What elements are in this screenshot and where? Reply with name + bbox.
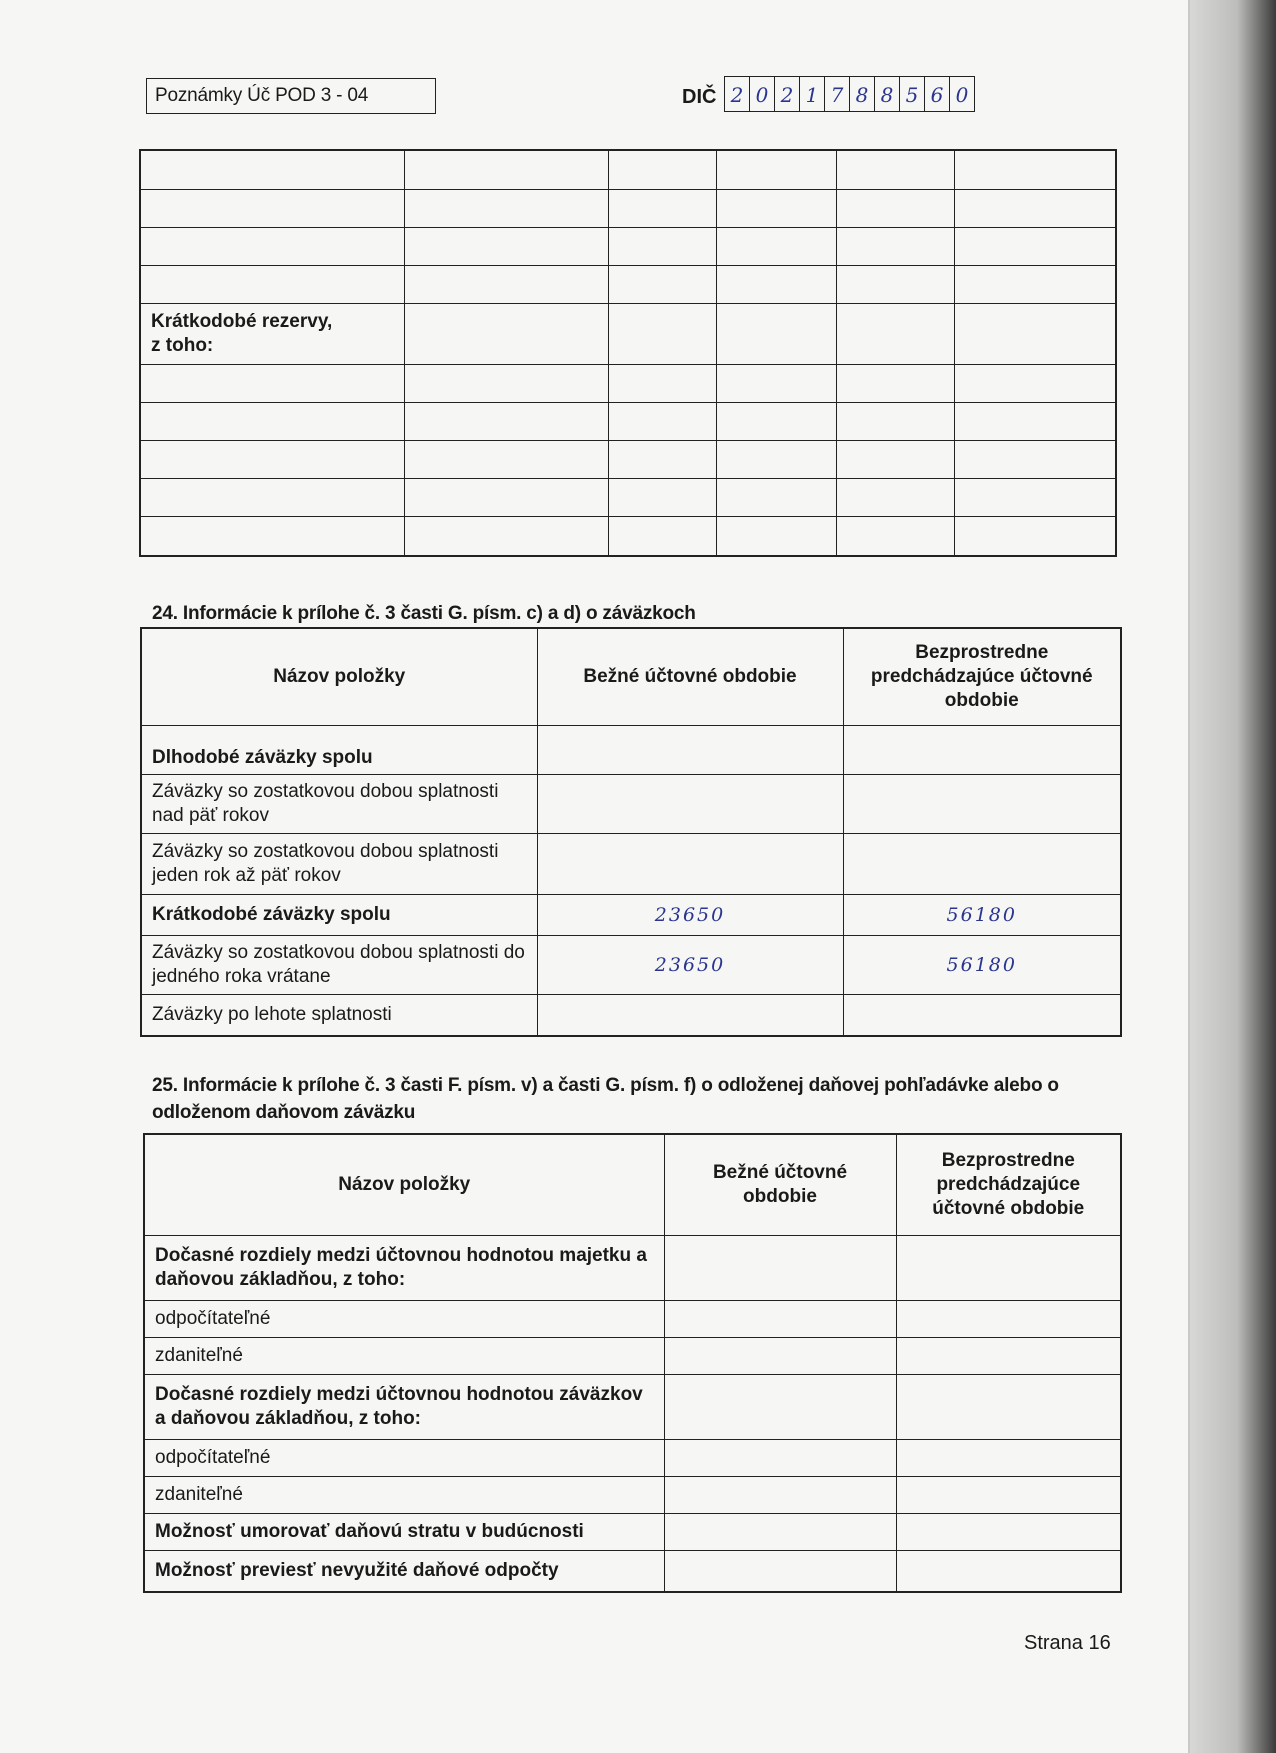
section-25-title: 25. Informácie k prílohe č. 3 časti F. písm. v) a časti G. písm. f) o odloženej daňovej pohľadávke alebo o odloženom daňovom záväzku <box>152 1075 1059 1123</box>
current-value-cell[interactable] <box>664 1301 896 1338</box>
table-row <box>140 150 1116 190</box>
previous-value-cell[interactable] <box>843 726 1121 775</box>
col-header-current-period: Bežné účtovné obdobie <box>537 628 843 726</box>
dic-digit: 8 <box>875 77 900 111</box>
row-label: Krátkodobé záväzky spolu <box>141 895 537 936</box>
table-row <box>144 1301 1121 1338</box>
col-header-item-name: Názov položky <box>144 1134 664 1236</box>
previous-value-cell[interactable] <box>843 995 1121 1037</box>
current-value-cell[interactable] <box>664 1477 896 1514</box>
table-row <box>140 517 1116 557</box>
current-value-cell[interactable] <box>664 1514 896 1551</box>
table-row <box>144 1236 1121 1301</box>
dic-digit: 5 <box>900 77 925 111</box>
table-row <box>141 995 1121 1037</box>
table-row <box>140 479 1116 517</box>
row-label: Dlhodobé záväzky spolu <box>141 726 537 775</box>
table-row <box>140 190 1116 228</box>
dic-digit: 6 <box>925 77 950 111</box>
dic-digit: 1 <box>800 77 825 111</box>
table-row <box>144 1514 1121 1551</box>
dic-digit: 2 <box>725 77 750 111</box>
col-header-current-period: Bežné účtovné obdobie <box>664 1134 896 1236</box>
table-row <box>144 1375 1121 1440</box>
col-header-previous-period: Bezprostredne predchádzajúce účtovné obdobie <box>843 628 1121 726</box>
previous-value-cell[interactable] <box>843 775 1121 834</box>
page-number: Strana 16 <box>1024 1632 1111 1654</box>
table-row <box>140 365 1116 403</box>
table-row <box>141 726 1121 775</box>
liabilities-table <box>140 627 1122 1037</box>
table-23-continuation <box>139 149 1117 557</box>
table-row <box>140 403 1116 441</box>
previous-value-cell[interactable] <box>896 1514 1121 1551</box>
row-label: zdaniteľné <box>144 1477 664 1514</box>
row-label: odpočítateľné <box>144 1301 664 1338</box>
dic-field[interactable] <box>724 76 975 112</box>
previous-value-cell[interactable] <box>896 1301 1121 1338</box>
dic-digit: 2 <box>775 77 800 111</box>
table-row <box>144 1440 1121 1477</box>
previous-value-cell[interactable] <box>896 1440 1121 1477</box>
dic-digit: 7 <box>825 77 850 111</box>
previous-value-cell[interactable]: 56180 <box>843 895 1121 936</box>
table-row <box>144 1477 1121 1514</box>
current-value-cell[interactable] <box>664 1338 896 1375</box>
dic-digit: 8 <box>850 77 875 111</box>
row-label: Možnosť umorovať daňovú stratu v budúcnosti <box>144 1514 664 1551</box>
current-value-cell[interactable]: 23650 <box>537 936 843 995</box>
current-value-cell[interactable] <box>664 1440 896 1477</box>
current-value-cell[interactable] <box>664 1375 896 1440</box>
table-row <box>144 1551 1121 1593</box>
current-value-cell[interactable] <box>537 775 843 834</box>
current-value-cell[interactable] <box>664 1551 896 1593</box>
col-header-item-name: Názov položky <box>141 628 537 726</box>
previous-value-cell[interactable]: 56180 <box>843 936 1121 995</box>
dic-label: DIČ <box>682 86 717 108</box>
previous-value-cell[interactable] <box>896 1338 1121 1375</box>
row-label: Záväzky so zostatkovou dobou splatnosti jeden rok až päť rokov <box>141 834 537 895</box>
table-row <box>141 775 1121 834</box>
row-label: Dočasné rozdiely medzi účtovnou hodnotou záväzkov a daňovou základňou, z toho: <box>144 1375 664 1440</box>
row-label: Záväzky so zostatkovou dobou splatnosti do jedného roka vrátane <box>141 936 537 995</box>
table-row <box>144 1338 1121 1375</box>
short-term-reserves-label: Krátkodobé rezervy, z toho: <box>140 304 404 365</box>
current-value-cell[interactable]: 23650 <box>537 895 843 936</box>
table-row <box>140 304 1116 365</box>
table-row <box>140 266 1116 304</box>
table-row <box>140 441 1116 479</box>
previous-value-cell[interactable] <box>896 1236 1121 1301</box>
table-header-row <box>144 1134 1121 1236</box>
table-row <box>140 228 1116 266</box>
table-header-row <box>141 628 1121 726</box>
previous-value-cell[interactable] <box>896 1551 1121 1593</box>
row-label: zdaniteľné <box>144 1338 664 1375</box>
previous-value-cell[interactable] <box>843 834 1121 895</box>
form-code-box: Poznámky Úč POD 3 - 04 <box>146 78 436 114</box>
row-label: Záväzky po lehote splatnosti <box>141 995 537 1037</box>
section-24-title: 24. Informácie k prílohe č. 3 časti G. písm. c) a d) o záväzkoch <box>152 603 696 624</box>
row-label: Dočasné rozdiely medzi účtovnou hodnotou majetku a daňovou základňou, z toho: <box>144 1236 664 1301</box>
dic-digit: 0 <box>750 77 775 111</box>
table-row <box>141 936 1121 995</box>
current-value-cell[interactable] <box>537 995 843 1037</box>
current-value-cell[interactable] <box>664 1236 896 1301</box>
deferred-tax-table <box>143 1133 1122 1593</box>
dic-digit: 0 <box>950 77 975 111</box>
row-label: Záväzky so zostatkovou dobou splatnosti nad päť rokov <box>141 775 537 834</box>
col-header-previous-period: Bezprostredne predchádzajúce účtovné obdobie <box>896 1134 1121 1236</box>
scanner-background <box>1190 0 1276 1753</box>
table-row <box>141 834 1121 895</box>
previous-value-cell[interactable] <box>896 1375 1121 1440</box>
previous-value-cell[interactable] <box>896 1477 1121 1514</box>
current-value-cell[interactable] <box>537 834 843 895</box>
row-label: Možnosť previesť nevyužité daňové odpočty <box>144 1551 664 1593</box>
current-value-cell[interactable] <box>537 726 843 775</box>
table-row <box>141 895 1121 936</box>
row-label: odpočítateľné <box>144 1440 664 1477</box>
